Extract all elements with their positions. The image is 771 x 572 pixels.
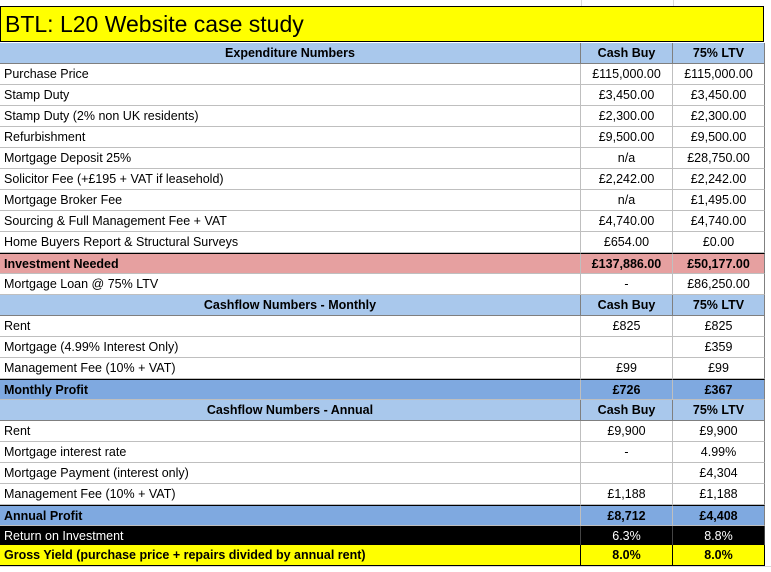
cash-value[interactable]: £137,886.00 — [581, 253, 673, 274]
table-row — [0, 316, 765, 337]
row-label[interactable]: Mortgage Loan @ 75% LTV — [0, 274, 581, 295]
ltv-value[interactable]: £359 — [673, 337, 765, 358]
column-header-ltv[interactable]: 75% LTV — [673, 400, 765, 421]
ltv-value[interactable]: £1,495.00 — [673, 190, 765, 211]
row-label[interactable]: Mortgage Payment (interest only) — [0, 463, 581, 484]
annual-header-row — [0, 400, 765, 421]
ltv-value[interactable]: 8.0% — [673, 545, 765, 566]
row-label[interactable]: Investment Needed — [0, 253, 581, 274]
row-label[interactable]: Refurbishment — [0, 127, 581, 148]
table-row — [0, 106, 765, 127]
row-label[interactable]: Management Fee (10% + VAT) — [0, 484, 581, 505]
column-header-cash[interactable]: Cash Buy — [581, 400, 673, 421]
table-row — [0, 127, 765, 148]
column-header-ltv[interactable]: 75% LTV — [673, 43, 765, 64]
cash-value[interactable]: £3,450.00 — [581, 85, 673, 106]
row-label[interactable]: Mortgage Deposit 25% — [0, 148, 581, 169]
cash-value[interactable]: £825 — [581, 316, 673, 337]
cash-value[interactable]: 8.0% — [581, 545, 673, 566]
row-label[interactable]: Mortgage (4.99% Interest Only) — [0, 337, 581, 358]
cash-value[interactable]: 6.3% — [581, 526, 673, 547]
table-row — [0, 463, 765, 484]
row-label[interactable]: Rent — [0, 421, 581, 442]
table-row — [0, 358, 765, 379]
cash-value[interactable]: - — [581, 274, 673, 295]
investment-needed-row — [0, 253, 765, 274]
row-label[interactable]: Monthly Profit — [0, 379, 581, 400]
table-row — [0, 484, 765, 505]
ltv-value[interactable]: £28,750.00 — [673, 148, 765, 169]
monthly-profit-row — [0, 379, 765, 400]
ltv-value[interactable]: £86,250.00 — [673, 274, 765, 295]
cash-value[interactable] — [581, 463, 673, 484]
column-header-cash[interactable]: Cash Buy — [581, 295, 673, 316]
row-label[interactable]: Management Fee (10% + VAT) — [0, 358, 581, 379]
ltv-value[interactable]: £99 — [673, 358, 765, 379]
table-row — [0, 274, 765, 295]
ltv-value[interactable]: 4.99% — [673, 442, 765, 463]
row-label[interactable]: Gross Yield (purchase price + repairs divided by annual rent) — [0, 545, 581, 566]
sheet-title[interactable]: BTL: L20 Website case study — [0, 6, 764, 42]
cash-value[interactable]: £99 — [581, 358, 673, 379]
row-label[interactable]: Mortgage interest rate — [0, 442, 581, 463]
row-label[interactable]: Sourcing & Full Management Fee + VAT — [0, 211, 581, 232]
cash-value[interactable]: £4,740.00 — [581, 211, 673, 232]
table-row — [0, 85, 765, 106]
cash-value[interactable]: £8,712 — [581, 505, 673, 526]
section-header-label[interactable]: Expenditure Numbers — [0, 43, 581, 64]
cash-value[interactable]: £1,188 — [581, 484, 673, 505]
cash-value[interactable]: £9,500.00 — [581, 127, 673, 148]
section-header-label[interactable]: Cashflow Numbers - Monthly — [0, 295, 581, 316]
column-header-cash[interactable]: Cash Buy — [581, 43, 673, 64]
table-row — [0, 148, 765, 169]
gridline — [0, 566, 771, 567]
table-row — [0, 421, 765, 442]
ltv-value[interactable]: £3,450.00 — [673, 85, 765, 106]
ltv-value[interactable]: £2,300.00 — [673, 106, 765, 127]
row-label[interactable]: Solicitor Fee (+£195 + VAT if leasehold) — [0, 169, 581, 190]
row-label[interactable]: Home Buyers Report & Structural Surveys — [0, 232, 581, 253]
cash-value[interactable]: £2,300.00 — [581, 106, 673, 127]
cash-value[interactable]: £726 — [581, 379, 673, 400]
ltv-value[interactable]: £825 — [673, 316, 765, 337]
ltv-value[interactable]: 8.8% — [673, 526, 765, 547]
row-label[interactable]: Annual Profit — [0, 505, 581, 526]
ltv-value[interactable]: £4,740.00 — [673, 211, 765, 232]
cash-value[interactable]: - — [581, 442, 673, 463]
return-on-investment-row — [0, 526, 765, 547]
table-row — [0, 442, 765, 463]
annual-profit-row — [0, 505, 765, 526]
ltv-value[interactable]: £367 — [673, 379, 765, 400]
ltv-value[interactable]: £0.00 — [673, 232, 765, 253]
row-label[interactable]: Rent — [0, 316, 581, 337]
cash-value[interactable]: n/a — [581, 190, 673, 211]
cash-value[interactable]: £654.00 — [581, 232, 673, 253]
ltv-value[interactable]: £1,188 — [673, 484, 765, 505]
ltv-value[interactable]: £4,408 — [673, 505, 765, 526]
cash-value[interactable]: n/a — [581, 148, 673, 169]
table-row — [0, 169, 765, 190]
table-row — [0, 190, 765, 211]
expenditure-header-row — [0, 43, 765, 64]
ltv-value[interactable]: £9,900 — [673, 421, 765, 442]
row-label[interactable]: Mortgage Broker Fee — [0, 190, 581, 211]
column-header-ltv[interactable]: 75% LTV — [673, 295, 765, 316]
ltv-value[interactable]: £4,304 — [673, 463, 765, 484]
table-row — [0, 64, 765, 85]
cash-value[interactable]: £9,900 — [581, 421, 673, 442]
ltv-value[interactable]: £115,000.00 — [673, 64, 765, 85]
row-label[interactable]: Return on Investment — [0, 526, 581, 547]
cash-value[interactable]: £2,242.00 — [581, 169, 673, 190]
cash-value[interactable] — [581, 337, 673, 358]
ltv-value[interactable]: £9,500.00 — [673, 127, 765, 148]
monthly-header-row — [0, 295, 765, 316]
section-header-label[interactable]: Cashflow Numbers - Annual — [0, 400, 581, 421]
cash-value[interactable]: £115,000.00 — [581, 64, 673, 85]
table-row — [0, 211, 765, 232]
row-label[interactable]: Purchase Price — [0, 64, 581, 85]
gross-yield-row — [0, 545, 765, 566]
ltv-value[interactable]: £50,177.00 — [673, 253, 765, 274]
table-row — [0, 337, 765, 358]
row-label[interactable]: Stamp Duty — [0, 85, 581, 106]
ltv-value[interactable]: £2,242.00 — [673, 169, 765, 190]
table-row — [0, 232, 765, 253]
row-label[interactable]: Stamp Duty (2% non UK residents) — [0, 106, 581, 127]
